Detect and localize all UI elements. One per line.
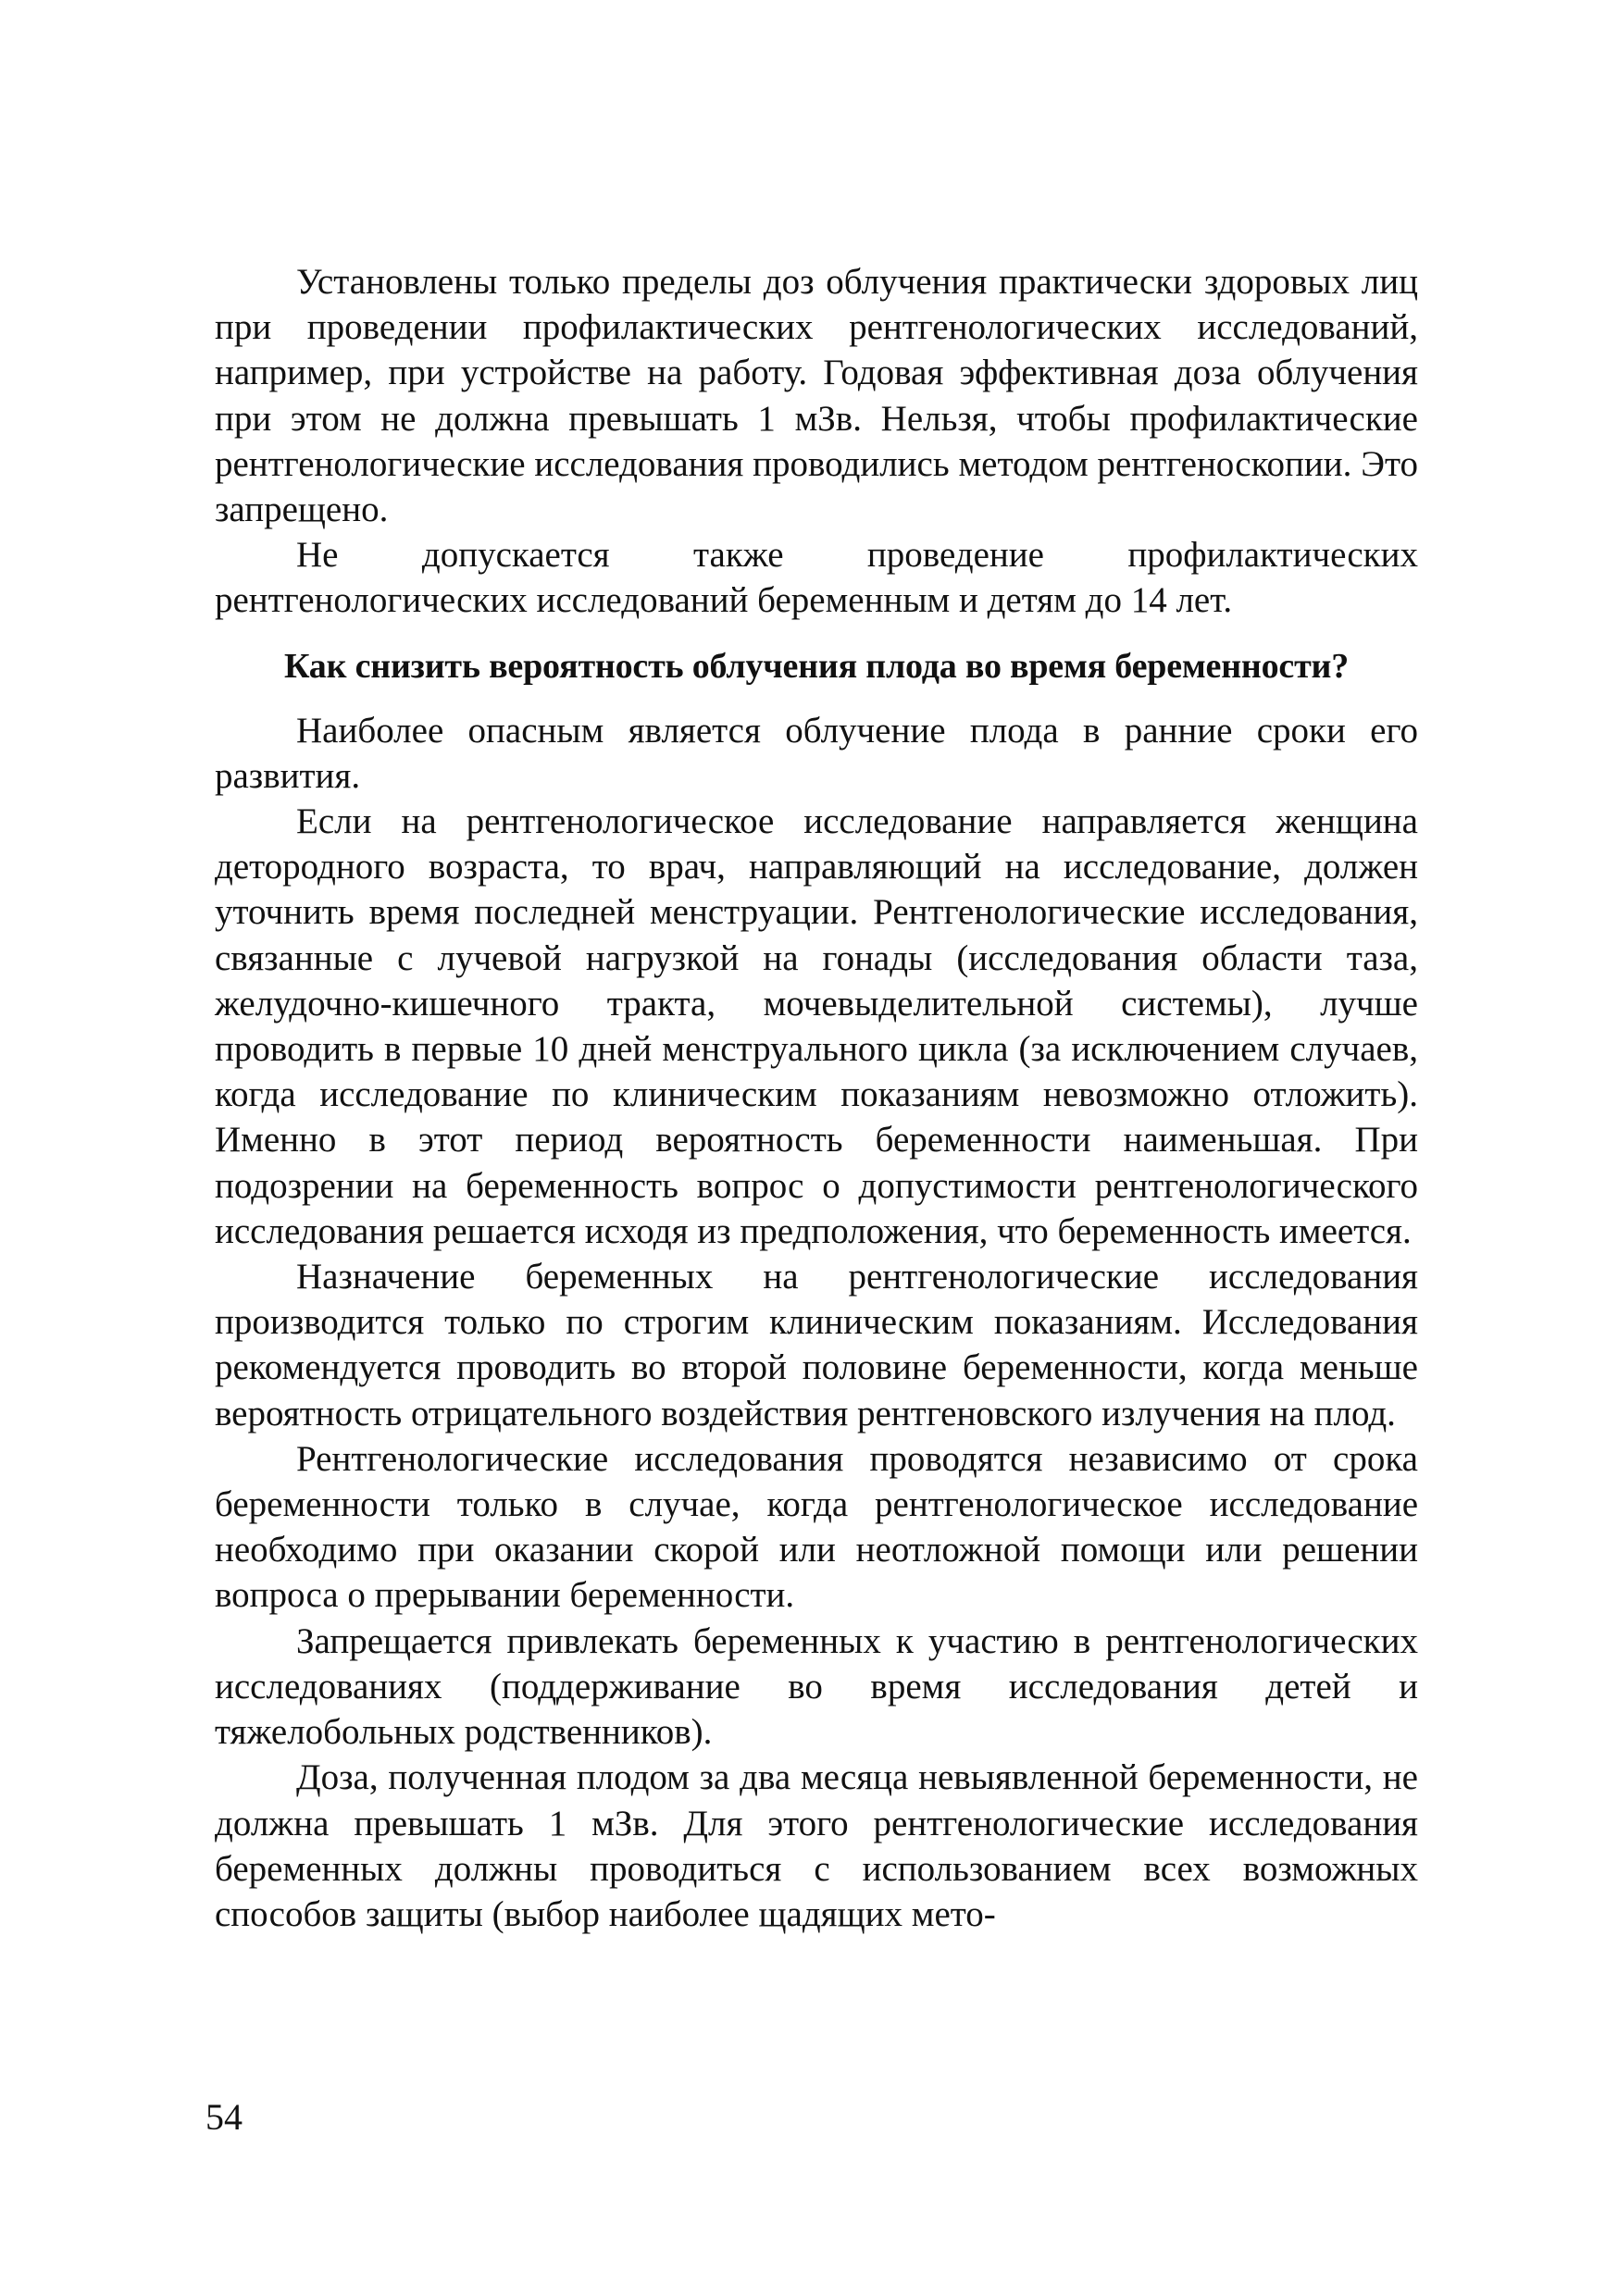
paragraph-emergency: Рентгенологические исследования проводятся независимо от срока беременности только в случае, когда рентгенологическое исследование необходимо при оказании скорой или неотложной помощи или решении вопроса о прерывании беременности. [215,1438,1418,1616]
body-text [215,259,1418,1937]
paragraph-dose-limits: Установлены только пределы доз облучения практически здоровых лиц при проведении профилактических рентгенологических исследований, например, при устройстве на работу. Годовая эффективная доза облучения при этом не должна превышать 1 мЗв. Нельзя, чтобы профилактические рентгенологические исследования проводились методом рентгеноскопии. Это запрещено. [215,262,1418,530]
paragraph-prohibition-children: Не допускается также проведение профилактических рентгенологических исследований беременным и детям до 14 лет. [215,535,1418,621]
paragraph-participation-ban: Запрещается привлекать беременных к участию в рентгенологических исследованиях (поддерживание во время исследования детей и тяжелобольных родственников). [215,1620,1418,1753]
section-heading: Как снизить вероятность облучения плода во время беременности? [283,646,1350,686]
paragraph-clinical-indications: Назначение беременных на рентгенологические исследования производится только по строгим клиническим показаниям. Исследования рекомендуется проводить во второй половине беременности, когда меньше вероятность отрицательного воздействия рентгеновского излучения на плод. [215,1257,1418,1433]
paragraph-menstruation: Если на рентгенологическое исследование направляется женщина детородного возраста, то врач, направляющий на исследование, должен уточнить время последней менструации. Рентгенологические исследования, связанные с лучевой нагрузкой на гонады (исследования области таза, желудочно-кишечного тракта, мочевыделительной системы), лучше проводить в первые 10 дней менструального цикла (за исключением случаев, когда исследование по клиническим показаниям невозможно отложить). Именно в этот период вероятность беременности наименьшая. При подозрении на беременность вопрос о допустимости рентгенологического исследования решается исходя из предположения, что беременность имеется. [215,801,1418,1251]
page-number: 54 [205,2096,243,2138]
paragraph-early-risk: Наиболее опасным является облучение плода в ранние сроки его развития. [215,710,1418,796]
paragraph-fetal-dose: Доза, полученная плодом за два месяца невыявленной беременности, не должна превышать 1 мЗв. Для этого рентгенологические исследования беременных должны проводиться с использованием всех возможных способов защиты (выбор наиболее щадящих мето- [215,1757,1418,1934]
